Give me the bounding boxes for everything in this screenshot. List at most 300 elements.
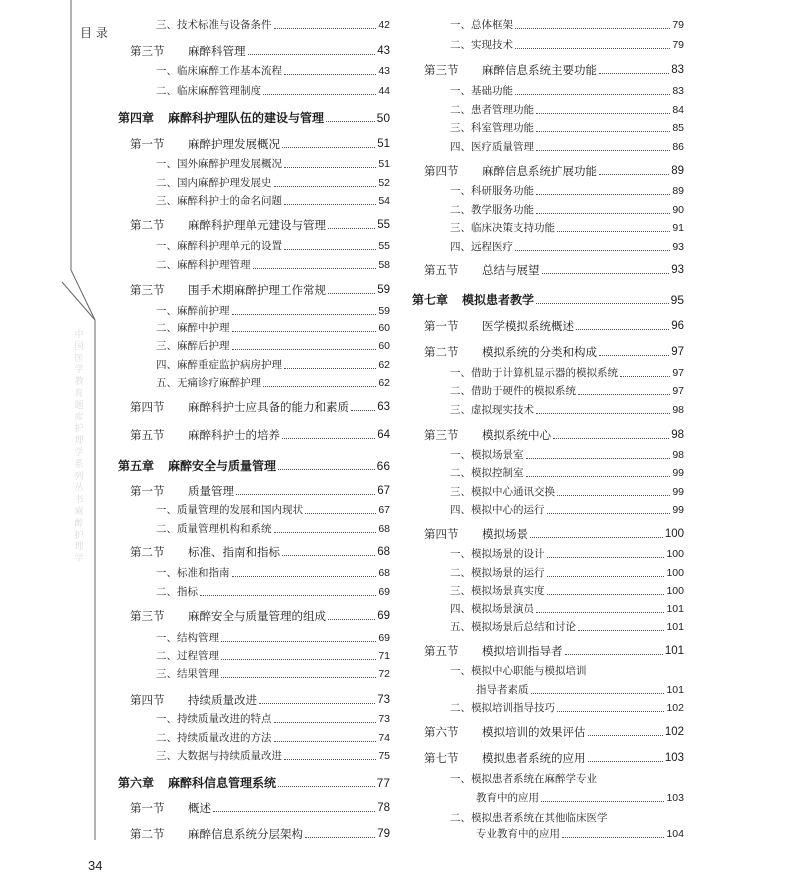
toc-entry-number: 四、 [450,504,471,516]
toc-entry-title: 麻醉安全与质量管理 [168,459,277,473]
toc-entry-number: 第二节 [424,345,459,359]
toc-entry-page: 103 [666,792,684,804]
toc-entry-item[interactable] [412,768,684,786]
toc-leader-dots [284,759,376,760]
toc-entry-page: 100 [666,567,684,579]
toc-leader-dots [531,693,665,694]
toc-leader-dots [305,837,375,838]
toc-leader-dots [232,349,377,350]
toc-entry-item[interactable] [118,663,390,681]
toc-entry-item[interactable] [412,444,684,462]
toc-leader-dots [221,677,376,678]
toc-entry-item[interactable] [118,727,390,745]
toc-entry-page: 93 [672,241,684,253]
toc-entry-number: 一、 [156,65,177,77]
toc-entry-number: 第二节 [130,545,165,559]
toc-entry-number: 第一节 [130,137,165,151]
toc-entry-item[interactable] [412,481,684,499]
toc-entry-page: 62 [378,377,390,389]
toc-entry-number: 第一节 [424,319,459,333]
toc-entry-item[interactable] [118,317,390,335]
toc-entry-item[interactable] [412,697,684,715]
toc-entry-number: 第四节 [130,400,165,414]
toc-entry-item[interactable] [412,180,684,198]
toc-leader-dots [578,630,664,631]
toc-entry-item[interactable] [118,153,390,171]
toc-entry-cont[interactable] [412,823,684,841]
toc-entry-page: 89 [672,185,684,197]
toc-entry-item[interactable] [412,380,684,398]
toc-entry-page: 74 [378,732,390,744]
toc-leader-dots [515,94,670,95]
toc-entry-title: 模拟场景的运行 [471,567,545,579]
toc-entry-number: 三、 [156,340,177,352]
toc-entry-number: 二、 [156,177,177,189]
toc-leader-dots [547,576,665,577]
toc-entry-title: 持续质量改进的方法 [177,732,272,744]
toc-entry-number: 第七章 [412,293,449,307]
toc-entry-item[interactable] [118,708,390,726]
toc-entry-number: 第一节 [130,801,165,815]
toc-entry-title: 麻醉信息系统主要功能 [482,63,597,77]
toc-entry-chapter[interactable] [118,772,390,790]
toc-entry-title: 模拟系统的分类和构成 [482,345,597,359]
toc-entry-page: 95 [670,293,684,307]
toc-entry-title: 麻醉科护理单元的设置 [177,240,282,252]
toc-leader-dots [547,513,671,514]
toc-entry-page: 55 [377,219,390,231]
bleed-through-text: 中国医学教育题库护理学系列丛书麻醉护理学 [74,330,84,565]
toc-entry-section[interactable] [412,640,684,658]
toc-entry-number: 一、 [450,665,471,677]
toc-leader-dots [562,837,664,838]
toc-entry-item[interactable] [412,99,684,117]
toc-leader-dots [515,48,670,49]
toc-entry-title: 模拟场景演员 [471,603,534,615]
toc-entry-number: 二、 [450,702,471,714]
toc-entry-number: 三、 [156,195,177,207]
page-number: 34 [88,858,103,873]
toc-entry-number: 二、 [156,523,177,535]
toc-leader-dots [263,94,376,95]
toc-entry-section[interactable] [118,40,390,58]
toc-entry-title: 指标 [177,586,198,598]
toc-entry-item[interactable] [412,499,684,517]
toc-entry-section[interactable] [412,523,684,541]
toc-entry-number: 一、 [156,240,177,252]
toc-entry-number: 一、 [156,567,177,579]
toc-entry-number: 四、 [156,359,177,371]
toc-entry-item[interactable] [412,399,684,417]
toc-entry-item[interactable] [118,645,390,663]
toc-entry-number: 一、 [450,548,471,560]
toc-entry-item[interactable] [118,354,390,372]
toc-entry-title: 麻醉科护士应具备的能力和素质 [188,400,349,414]
toc-leader-dots [536,303,669,304]
toc-entry-section[interactable] [412,721,684,739]
toc-entry-title: 模拟场景 [482,527,528,541]
toc-entry-item[interactable] [118,60,390,78]
toc-entry-page: 67 [377,485,390,497]
toc-entry-title: 大数据与持续质量改进 [177,750,282,762]
toc-entry-number: 三、 [156,668,177,680]
toc-entry-number: 二、 [450,104,471,116]
toc-entry-number: 二、 [450,39,471,51]
toc-leader-dots [542,273,670,274]
toc-entry-page: 50 [376,111,390,125]
toc-entry-number: 一、 [450,773,471,785]
toc-entry-number: 四、 [450,241,471,253]
toc-entry-page: 64 [377,429,390,441]
toc-entry-item[interactable] [412,14,684,32]
toc-leader-dots [284,204,376,205]
toc-entry-title: 麻醉科护理管理 [177,259,251,271]
toc-entry-page: 54 [378,195,390,207]
toc-entry-number: 二、 [156,732,177,744]
toc-leader-dots [274,532,377,533]
toc-entry-title: 麻醉科护士的培养 [188,428,280,442]
toc-entry-title: 临床麻醉管理制度 [177,85,261,97]
toc-entry-title: 质量管理 [188,484,234,498]
toc-entry-page: 52 [378,177,390,189]
toc-entry-item[interactable] [412,580,684,598]
toc-entry-item[interactable] [412,362,684,380]
toc-entry-number: 一、 [450,367,471,379]
toc-entry-number: 第四节 [424,527,459,541]
toc-entry-page: 100 [664,528,684,540]
toc-entry-chapter[interactable] [412,289,684,307]
toc-entry-title: 教育中的应用 [476,792,539,804]
toc-entry-item[interactable] [118,627,390,645]
toc-entry-item[interactable] [412,217,684,235]
toc-entry-item[interactable] [118,80,390,98]
toc-entry-page: 73 [378,713,390,725]
toc-entry-number: 一、 [156,504,177,516]
toc-entry-title: 麻醉科护理队伍的建设与管理 [168,111,325,125]
toc-entry-number: 第三节 [424,428,459,442]
toc-leader-dots [557,495,670,496]
toc-entry-page: 66 [376,459,390,473]
toc-leader-dots [536,213,670,214]
toc-entry-item[interactable] [118,190,390,208]
toc-entry-page: 79 [672,39,684,51]
toc-leader-dots [565,654,663,655]
toc-entry-title: 围手术期麻醉护理工作常规 [188,283,326,297]
toc-entry-section[interactable] [412,424,684,442]
toc-entry-number: 五、 [450,621,471,633]
toc-entry-item[interactable] [412,236,684,254]
toc-leader-dots [282,438,375,439]
toc-entry-title: 模拟场景的设计 [471,548,545,560]
toc-entry-section[interactable] [412,315,684,333]
toc-entry-title: 麻醉后护理 [177,340,230,352]
toc-leader-dots [547,594,665,595]
toc-leader-dots [282,147,375,148]
toc-entry-title: 模拟场景真实度 [471,585,545,597]
toc-side-label: 目 录 [80,26,108,40]
toc-entry-title: 麻醉重症监护病房护理 [177,359,282,371]
toc-entry-item[interactable] [118,300,390,318]
toc-leader-dots [599,355,669,356]
toc-entry-number: 二、 [156,259,177,271]
toc-entry-number: 第四节 [424,164,459,178]
toc-entry-page: 42 [378,19,390,31]
toc-leader-dots [284,368,376,369]
toc-entry-cont[interactable] [412,787,684,805]
toc-entry-number: 一、 [450,449,471,461]
toc-entry-page: 100 [666,585,684,597]
toc-entry-page: 97 [672,367,684,379]
toc-entry-section[interactable] [118,279,390,297]
toc-entry-section[interactable] [412,341,684,359]
toc-entry-title: 模拟系统中心 [482,428,551,442]
toc-entry-page: 60 [378,322,390,334]
toc-leader-dots [213,811,375,812]
toc-entry-number: 第三节 [424,63,459,77]
toc-entry-cont[interactable] [412,679,684,697]
toc-entry-item[interactable] [412,462,684,480]
toc-leader-dots [536,194,670,195]
toc-entry-title: 麻醉科管理 [188,44,246,58]
toc-entry-section[interactable] [412,59,684,77]
toc-entry-section[interactable] [412,747,684,765]
toc-entry-item[interactable] [118,562,390,580]
toc-leader-dots [588,761,663,762]
toc-entry-section[interactable] [118,605,390,623]
toc-entry-item[interactable] [412,616,684,634]
toc-entry-number: 二、 [156,322,177,334]
toc-entry-title: 模拟中心职能与模拟培训 [471,665,587,677]
toc-leader-dots [284,249,376,250]
toc-entry-item[interactable] [412,117,684,135]
toc-leader-dots [274,186,377,187]
toc-entry-page: 68 [378,567,390,579]
toc-leader-dots [274,28,377,29]
toc-entry-item[interactable] [412,562,684,580]
toc-leader-dots [620,376,670,377]
toc-leader-dots [232,314,377,315]
toc-entry-item[interactable] [118,235,390,253]
toc-entry-page: 103 [664,752,684,764]
toc-leader-dots [328,619,375,620]
toc-leader-dots [351,410,375,411]
toc-entry-title: 临床麻醉工作基本流程 [177,65,282,77]
toc-leader-dots [557,231,670,232]
toc-leader-dots [557,711,664,712]
toc-entry-page: 59 [378,305,390,317]
toc-entry-title: 指导者素质 [476,684,529,696]
toc-entry-title: 麻醉前护理 [177,305,230,317]
toc-entry-number: 一、 [450,19,471,31]
toc-entry-title: 结构管理 [177,632,219,644]
toc-entry-section[interactable] [118,689,390,707]
toc-leader-dots [328,293,375,294]
toc-entry-item[interactable] [412,660,684,678]
toc-leader-dots [536,612,664,613]
toc-entry-number: 第二节 [130,218,165,232]
toc-entry-page: 100 [666,548,684,560]
toc-entry-page: 51 [377,138,390,150]
toc-leader-dots [515,250,670,251]
toc-entry-section[interactable] [412,160,684,178]
toc-leader-dots [541,801,664,802]
toc-entry-title: 临床决策支持功能 [471,222,555,234]
toc-entry-page: 91 [672,222,684,234]
toc-entry-page: 59 [377,284,390,296]
toc-entry-page: 98 [671,429,684,441]
toc-entry-number: 三、 [450,122,471,134]
toc-entry-title: 结果管理 [177,668,219,680]
toc-entry-number: 第三节 [130,283,165,297]
toc-entry-item[interactable] [118,172,390,190]
toc-entry-title: 模拟控制室 [471,467,524,479]
toc-entry-title: 模拟场景室 [471,449,524,461]
toc-entry-number: 第一节 [130,484,165,498]
toc-entry-title: 持续质量改进的特点 [177,713,272,725]
toc-entry-page: 97 [672,385,684,397]
toc-entry-title: 标准和指南 [177,567,230,579]
toc-entry-item[interactable] [118,499,390,517]
toc-entry-item[interactable] [118,335,390,353]
toc-entry-number: 二、 [450,204,471,216]
toc-entry-page: 102 [666,702,684,714]
toc-entry-item[interactable] [412,136,684,154]
toc-entry-number: 五、 [156,377,177,389]
toc-entry-title: 总结与展望 [482,263,540,277]
toc-entry-number: 第六节 [424,725,459,739]
toc-leader-dots [200,595,376,596]
toc-entry-page: 99 [672,467,684,479]
toc-entry-title: 模拟中心的运行 [471,504,545,516]
toc-entry-title: 专业教育中的应用 [476,828,560,840]
toc-entry-chapter[interactable] [118,455,390,473]
toc-entry-page: 43 [377,45,390,57]
toc-entry-item[interactable] [412,34,684,52]
toc-entry-title: 科研服务功能 [471,185,534,197]
toc-entry-number: 四、 [450,603,471,615]
toc-leader-dots [526,458,671,459]
toc-entry-number: 二、 [450,385,471,397]
toc-entry-title: 实现技术 [471,39,513,51]
toc-entry-title: 质量管理机构和系统 [177,523,272,535]
toc-entry-section[interactable] [118,133,390,151]
toc-entry-number: 三、 [450,486,471,498]
toc-entry-page: 101 [666,603,684,615]
toc-entry-page: 79 [377,828,390,840]
toc-entry-title: 借助于硬件的模拟系统 [471,385,576,397]
toc-entry-page: 83 [672,85,684,97]
toc-entry-page: 67 [378,504,390,516]
toc-entry-item[interactable] [118,254,390,272]
toc-entry-item[interactable] [412,80,684,98]
toc-entry-number: 一、 [450,185,471,197]
toc-entry-number: 一、 [450,85,471,97]
toc-entry-page: 73 [377,694,390,706]
toc-entry-title: 标准、指南和指标 [188,545,280,559]
toc-entry-item[interactable] [118,581,390,599]
toc-entry-number: 第五节 [130,428,165,442]
toc-entry-page: 99 [672,486,684,498]
toc-entry-item[interactable] [412,598,684,616]
toc-entry-item[interactable] [118,745,390,763]
toc-entry-title: 医疗质量管理 [471,141,534,153]
toc-entry-title: 麻醉安全与质量管理的组成 [188,609,326,623]
toc-entry-title: 基础功能 [471,85,513,97]
toc-entry-page: 44 [378,85,390,97]
toc-entry-section[interactable] [118,214,390,232]
toc-entry-section[interactable] [118,541,390,559]
toc-entry-page: 98 [672,404,684,416]
toc-entry-section[interactable] [118,823,390,841]
toc-leader-dots [328,228,375,229]
toc-entry-chapter[interactable] [118,107,390,125]
toc-entry-number: 三、 [450,585,471,597]
toc-entry-section[interactable] [118,424,390,442]
toc-entry-item[interactable] [118,518,390,536]
toc-entry-page: 98 [672,449,684,461]
toc-entry-item[interactable] [118,372,390,390]
toc-leader-dots [588,735,663,736]
toc-entry-number: 二、 [450,567,471,579]
toc-entry-page: 84 [672,104,684,116]
toc-entry-section[interactable] [118,480,390,498]
toc-entry-page: 43 [378,65,390,77]
toc-leader-dots [284,167,376,168]
toc-entry-title: 麻醉中护理 [177,322,230,334]
toc-entry-title: 医学模拟系统概述 [482,319,574,333]
toc-entry-page: 90 [672,204,684,216]
toc-entry-page: 68 [378,523,390,535]
toc-leader-dots [278,469,375,470]
toc-entry-title: 麻醉信息系统扩展功能 [482,164,597,178]
toc-entry-page: 93 [671,264,684,276]
toc-entry-page: 69 [378,632,390,644]
toc-leader-dots [274,741,377,742]
toc-leader-dots [515,28,670,29]
toc-entry-item[interactable] [412,543,684,561]
toc-entry-page: 102 [664,726,684,738]
toc-leader-dots [530,537,663,538]
toc-entry-title: 国内麻醉护理发展史 [177,177,272,189]
toc-entry-number: 三、 [156,19,177,31]
toc-entry-title: 远程医疗 [471,241,513,253]
toc-entry-page: 68 [377,546,390,558]
toc-entry-item[interactable] [412,199,684,217]
toc-entry-page: 86 [672,141,684,153]
toc-entry-title: 麻醉科护理单元建设与管理 [188,218,326,232]
toc-entry-page: 85 [672,122,684,134]
toc-entry-section[interactable] [118,396,390,414]
toc-entry-section[interactable] [118,797,390,815]
toc-entry-section[interactable] [412,259,684,277]
toc-leader-dots [576,329,669,330]
toc-leader-dots [547,557,665,558]
toc-entry-page: 78 [377,802,390,814]
toc-entry-number: 二、 [450,812,471,824]
toc-entry-number: 一、 [156,305,177,317]
toc-entry-page: 51 [378,158,390,170]
toc-entry-title: 模拟患者教学 [462,293,535,307]
toc-entry-title: 患者管理功能 [471,104,534,116]
toc-entry-page: 104 [666,828,684,840]
toc-entry-number: 第三节 [130,44,165,58]
toc-leader-dots [599,73,669,74]
toc-leader-dots [232,576,377,577]
toc-entry-item[interactable] [118,14,390,32]
toc-entry-title: 模拟培训指导者 [482,644,563,658]
toc-entry-title: 模拟患者系统的应用 [482,751,586,765]
toc-entry-number: 三、 [450,222,471,234]
